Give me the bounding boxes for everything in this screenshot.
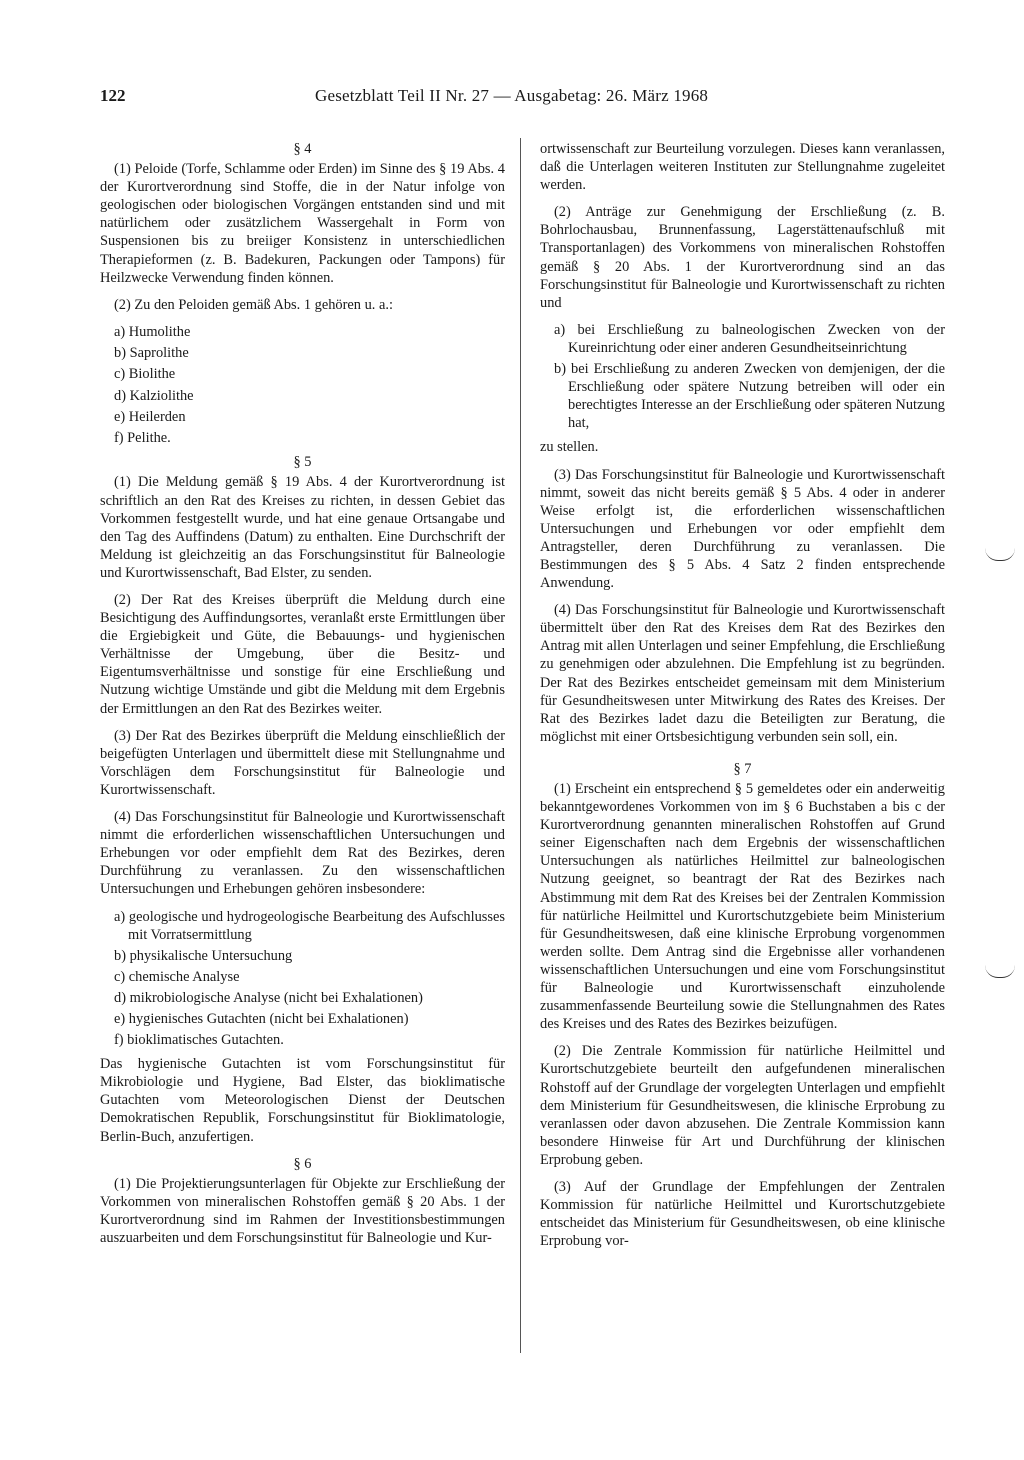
section-heading-4: § 4 <box>293 141 312 157</box>
column-divider <box>520 138 521 1353</box>
paragraph: (4) Das Forschungsinstitut für Balneologie und Kurortwissenschaft nimmt die erforderlichen wissenschaftlichen Untersuchungen und Erhebungen vor oder empfiehlt dem Rat des Bezirkes, deren Durchführung zu veranlassen. Zu den wissenschaftlichen Untersuchungen und Erhebungen gehören insbesondere: <box>100 809 505 898</box>
peloid-list <box>100 323 505 448</box>
left-column <box>100 140 505 1247</box>
paragraph: (4) Das Forschungsinstitut für Balneologie und Kurortwissenschaft übermittelt über den Rat des Kreises dem Rat des Bezirkes den Antrag mit allen Unterlagen und seiner Empfehlung, die Erschließung zu genehmigen oder abzulehnen. Die Empfehlung ist zu begründen. Der Rat des Bezirkes entscheidet gemeinsam mit dem Ministerium für Gesundheitswesen unter Mitwirkung des Rates des Kreises. Der Rat des Bezirkes ladet dazu die Beteiligten zur Beratung, die möglichst mit einer Ortsbesichtigung verbunden sein soll, ein. <box>540 602 945 745</box>
list-item: b) bei Erschließung zu anderen Zwecken von demjenigen, der die Erschließung oder spätere Nutzung betreiben will oder ein berechtigtes Interesse an der Erschließung oder späteren Nutzung hat, <box>554 361 945 432</box>
section-heading-5: § 5 <box>293 454 312 471</box>
list-item: b) physikalische Untersuchung <box>114 947 293 964</box>
paragraph: (2) Anträge zur Genehmigung der Erschließung (z. B. Bohrlochausbau, Brunnenfassung, Lagerstättenaufschluß mit Transportanlagen) des Vorkommens von mineralischen Rohstoffen gemäß § 20 Abs. 1 der Kurortverordnung sind an das Forschungsinstitut für Balneologie und Kurortwissenschaft zu richten und <box>540 204 945 311</box>
paragraph: (1) Die Meldung gemäß § 19 Abs. 4 der Kurortverordnung ist schriftlich an den Rat des Kreises zu richten, in dessen Gebiet das Vorkommen festgestellt wurde, und hat eine genaue Ortsangabe und den Tag des Auffindens (Datum) zu enthalten. Eine Durchschrift der Meldung ist gleichzeitig an das Forschungsinstitut für Balneologie und Kurortwissenschaft, Bad Elster, zu senden. <box>100 474 505 581</box>
paragraph: (1) Peloide (Torfe, Schlamme oder Erden) im Sinne des § 19 Abs. 4 der Kurortverordnung sind Stoffe, die in der Natur infolge von geologischen oder biologischen Vorgängen entstanden sind und mit natürlichem oder zusätzlichem Wassergehalt in Form von Suspensionen bis zu breiiger Konsistenz in unterschiedlichen Therapieformen (z. B. Badekuren, Packungen oder Tampons) für Heilzwecke Verwendung finden können. <box>100 161 505 286</box>
paragraph: (3) Auf der Grundlage der Empfehlungen der Zentralen Kommission für natürliche Heilmittel und Kurortschutzgebiete entscheidet das Ministerium für Gesundheitswesen, ob eine klinische Erprobung vor- <box>540 1178 945 1250</box>
running-title: Gesetzblatt Teil II Nr. 27 — Ausgabetag: 26. März 1968 <box>315 86 709 105</box>
paragraph: zu stellen. <box>540 439 599 456</box>
investigation-list <box>100 908 505 1050</box>
paragraph: (1) Die Projektierungsunterlagen für Objekte zur Erschließung der Vorkommen von mineralischen Rohstoffen gemäß § 20 Abs. 1 der Kurortverordnung sind im Rahmen der Investitionsbestimmungen auszuarbeiten und dem Forschungsinstitut für Balneologie und Kur- <box>100 1175 505 1246</box>
paragraph: Das hygienische Gutachten ist vom Forschungsinstitut für Mikrobiologie und Hygiene, Bad Elster, das bioklimatische Gutachten vom Meteorologischen Dienst der Deutschen Demokratischen Republik, Forschungsinstitut für Bioklimatologie, Berlin-Buch, anzufertigen. <box>100 1056 505 1145</box>
right-column <box>540 140 945 1250</box>
page-number: 122 <box>100 86 126 105</box>
paragraph: (2) Der Rat des Kreises überprüft die Meldung durch eine Besichtigung des Auffindungsortes, veranlaßt erste Ermittlungen über die Ergiebigkeit und Güte, die Bebauungs- und hygienischen Verhältnisse der Umgebung, über die Besitz- und Eigentumsverhältnisse und sonstige für eine Erschließung und Nutzung wichtige Umstände und gibt die Meldung mit dem Ergebnis der Ermittlungen an den Rat des Bezirkes weiter. <box>100 592 505 717</box>
paragraph: (3) Der Rat des Bezirkes überprüft die Meldung einschließlich der beigefügten Unterlagen und übermittelt diese mit Stellungnahme und Vorschlägen dem Forschungsinstitut für Balneologie und Kurortwissenschaft. <box>100 727 505 798</box>
margin-mark <box>985 548 1015 561</box>
list-item: c) chemische Analyse <box>114 968 240 985</box>
section-heading-7: § 7 <box>733 760 752 777</box>
page-header <box>100 86 760 112</box>
list-item: d) Kalziolithe <box>114 387 194 404</box>
paragraph: (2) Zu den Peloiden gemäß Abs. 1 gehören u. a.: <box>114 296 393 313</box>
list-item: f) bioklimatisches Gutachten. <box>114 1032 284 1049</box>
list-item: a) bei Erschließung zu balneologischen Zwecken von der Kureinrichtung oder einer anderen Gesundheitseinrichtung <box>554 321 945 356</box>
list-item: a) geologische und hydrogeologische Bearbeitung des Aufschlusses mit Vorratsermittlung <box>114 908 505 943</box>
application-list <box>540 321 945 433</box>
paragraph: (1) Erscheint ein entsprechend § 5 gemeldetes oder ein anderweitig bekanntgewordenes Vorkommen von im § 6 Buchstaben a bis c der Kurortverordnung genannten mineralischen Rohstoffen auf Grund seiner Eigenschaften nach dem Ergebnis der wissenschaftlichen Untersuchungen als natürliches Heilmittel zur balneologischen Nutzung geeignet, so beantragt der Rat des Bezirkes nach Abstimmung mit dem Rat des Kreises bei der Zentralen Kommission für natürliche Heilmittel und Kurortschutzgebiete beim Ministerium für Gesundheitswesen, daß eine klinische Erprobung vorgenommen werden sollte. Dem Antrag sind die Ergebnisse aller vorhandenen wissenschaftlichen Untersuchungen und eine vom Forschungsinstitut für Balneologie und Kurortwissenschaft einzuholende zusammenfassende Beurteilung sowie die Stellungnahmen des Rates des Kreises und des Rates des Bezirkes beizufügen. <box>540 781 945 1033</box>
margin-mark <box>985 965 1015 978</box>
section-heading-6: § 6 <box>293 1155 312 1172</box>
paragraph: ortwissenschaft zur Beurteilung vorzulegen. Dieses kann veranlassen, daß die Unterlagen weiteren Instituten zur Stellungnahme zugeleitet werden. <box>540 141 945 194</box>
list-item: e) Heilerden <box>114 408 186 425</box>
list-item: a) Humolithe <box>114 323 191 340</box>
list-item: f) Pelithe. <box>114 430 171 447</box>
paragraph: (2) Die Zentrale Kommission für natürliche Heilmittel und Kurortschutzgebiete beurteilt den aufgefundenen mineralischen Rohstoff auf der Grundlage der vorgelegten Unterlagen und empfiehlt dem Ministerium für Gesundheitswesen, die klinische Erprobung zu veranlassen oder davon abzusehen. Die Zentrale Kommission kann besondere Hinweise für Art und Durchführung der klinischen Erprobung geben. <box>540 1043 945 1168</box>
list-item: e) hygienisches Gutachten (nicht bei Exhalationen) <box>114 1010 409 1027</box>
list-item: b) Saprolithe <box>114 345 189 362</box>
paragraph: (3) Das Forschungsinstitut für Balneologie und Kurortwissenschaft nimmt, soweit das nicht bereits gemäß § 5 Abs. 4 oder in anderer Weise erfolgt ist, die erforderlichen wissenschaftlichen Untersuchungen und Erhebungen vor oder empfiehlt dem Antragsteller, deren Durchführung zu veranlassen. Die Bestimmungen des § 5 Abs. 4 Satz 2 finden entsprechende Anwendung. <box>540 466 945 592</box>
list-item: c) Biolithe <box>114 366 176 383</box>
list-item: d) mikrobiologische Analyse (nicht bei Exhalationen) <box>114 989 423 1006</box>
